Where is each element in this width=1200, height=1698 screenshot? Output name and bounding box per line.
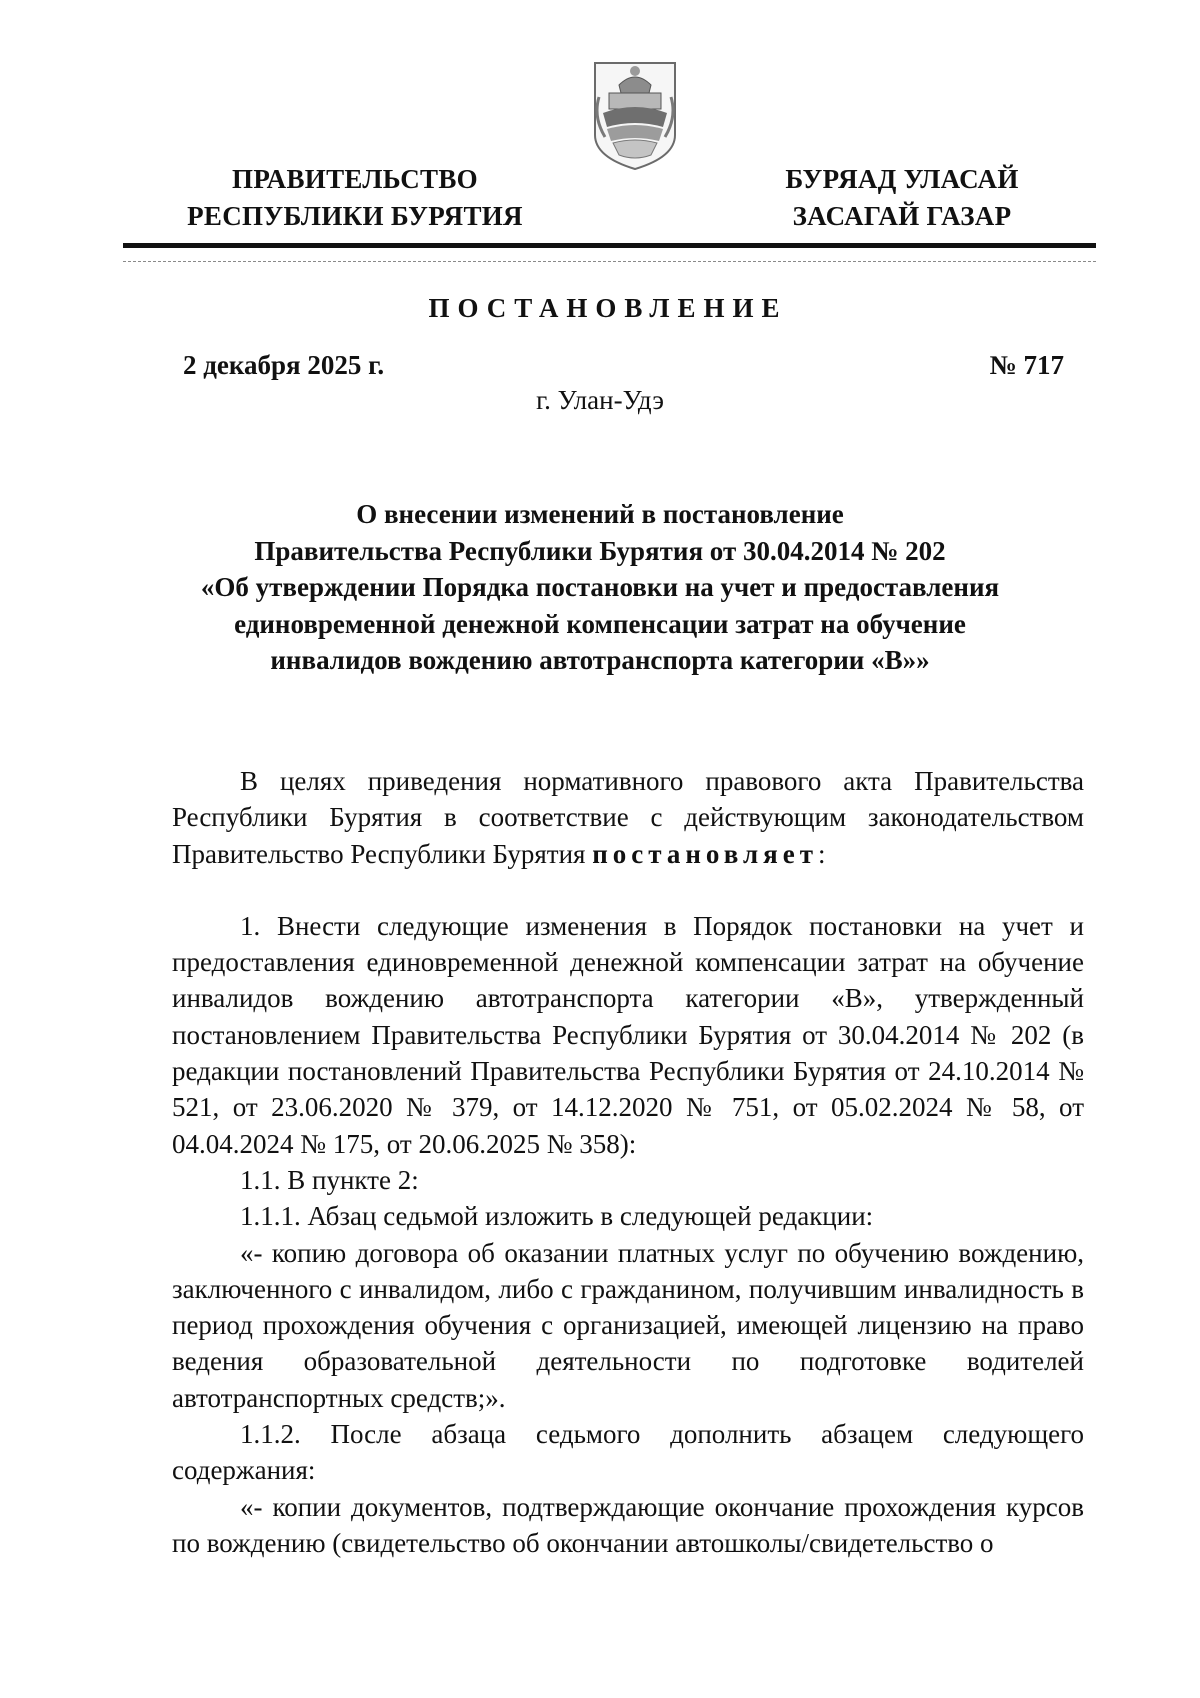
org-name-russian-line2: РЕСПУБЛИКИ БУРЯТИЯ: [187, 201, 523, 231]
body-paragraph: «- копии документов, подтверждающие окончание прохождения курсов по вождению (свидетельство об окончании автошколы/свидетельство о: [172, 1491, 1084, 1558]
preamble-keyword: постановляет: [592, 838, 818, 869]
org-name-buryat-line2: ЗАСАГАЙ ГАЗАР: [792, 201, 1012, 231]
document-body: [172, 763, 1084, 1561]
coat-of-arms-icon: [589, 57, 681, 173]
body-paragraph: 1. Внести следующие изменения в Порядок постановки на учет и предоставления единовременной денежной компенсации затрат на обучение инвалидов вождению автотранспорта категории «В», утвержденный постановлением Правительства Республики Бурятия от 30.04.2014 № 202 (в редакции постановлений Правительства Республики Бурятия от 24.10.2014 № 521, от 23.06.2020 № 379, от 14.12.2020 № 751, от 05.02.2024 № 58, от 04.04.2024 № 175, от 20.06.2025 № 358):: [172, 910, 1084, 1159]
preamble-end: :: [817, 838, 826, 869]
title-line: Правительства Республики Бурятия от 30.04.2014 № 202: [254, 535, 946, 566]
document-type: ПОСТАНОВЛЕНИЕ: [428, 293, 788, 323]
document-title: [150, 496, 1050, 679]
title-line: единовременной денежной компенсации затрат на обучение: [234, 608, 966, 639]
document-date: 2 декабря 2025 г.: [183, 350, 385, 380]
header-divider-thick: [123, 243, 1096, 248]
body-paragraph: «- копию договора об оказании платных услуг по обучению вождению, заключенного с инвалидом, либо с гражданином, получившим инвалидность в период прохождения обучения с организацией, имеющей лицензию на право ведения образовательной деятельности по подготовке водителей автотранспортных средств;».: [172, 1237, 1084, 1413]
body-paragraph: 1.1.1. Абзац седьмой изложить в следующей редакции:: [240, 1201, 874, 1232]
title-line: О внесении изменений в постановление: [356, 499, 844, 529]
org-name-russian: [170, 161, 540, 235]
document-number: № 717: [989, 350, 1064, 380]
preamble-text: В целях приведения нормативного правового акта Правительства Республики Бурятия в соответствие с действующим законодательством Правительство Республики Бурятия: [172, 766, 1084, 869]
body-paragraph: 1.1.2. После абзаца седьмого дополнить абзацем следующего содержания:: [172, 1419, 1084, 1486]
title-line: инвалидов вождению автотранспорта категории «В»»: [270, 645, 930, 675]
org-name-buryat: [752, 161, 1052, 235]
title-line: «Об утверждении Порядка постановки на учет и предоставления: [200, 572, 1000, 602]
body-paragraph: 1.1. В пункте 2:: [240, 1164, 419, 1195]
document-city: г. Улан-Удэ: [536, 385, 664, 415]
preamble-paragraph: [172, 763, 1084, 872]
org-name-russian-line1: ПРАВИТЕЛЬСТВО: [232, 164, 478, 194]
org-name-buryat-line1: БУРЯАД УЛАСАЙ: [785, 164, 1019, 194]
header-divider-thin: [123, 261, 1096, 262]
